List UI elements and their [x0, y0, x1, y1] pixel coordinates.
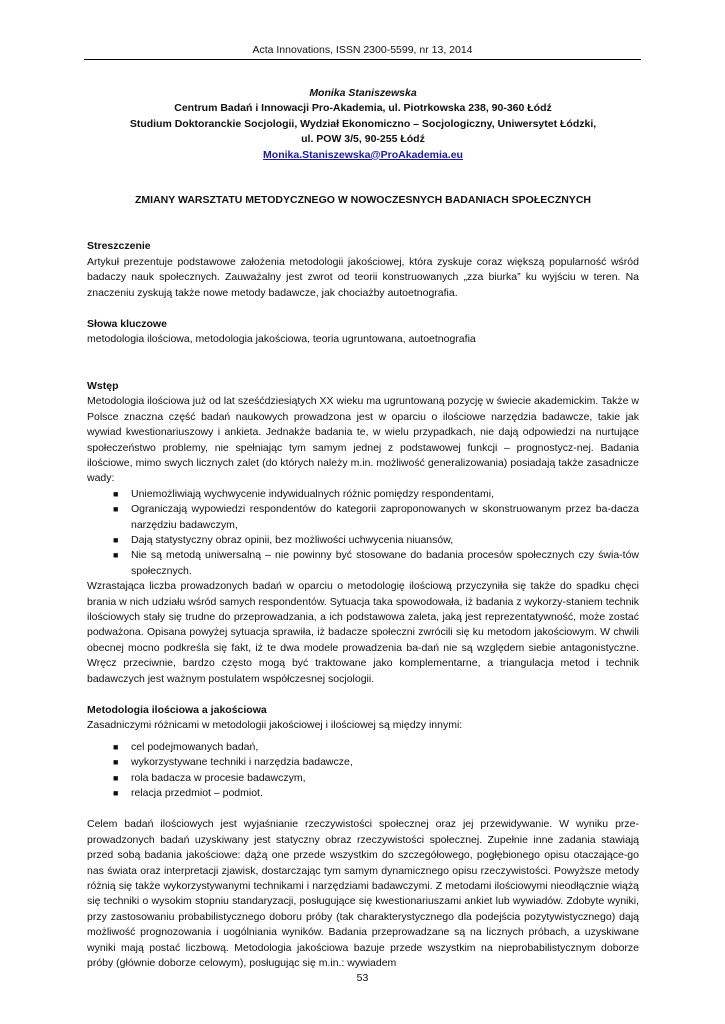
list-item: ■ cel podejmowanych badań,	[87, 740, 639, 755]
bullet-icon: ■	[113, 757, 119, 768]
list-item: ■ relacja przedmiot – podmiot.	[87, 786, 639, 801]
author-email-link[interactable]: Monika.Staniszewska@ProAkademia.eu	[263, 148, 463, 161]
list-item: ■ Nie są metodą uniwersalną – nie powinny być stosowane do badania procesów społecznych czy świa-tów społecznych.	[113, 549, 639, 577]
article-title: ZMIANY WARSZTATU METODYCZNEGO W NOWOCZESNYCH BADANIACH SPOŁECZNYCH	[135, 194, 591, 207]
affiliation-2-address: ul. POW 3/5, 90-255 Łódź	[301, 133, 425, 146]
bullet-icon: ■	[113, 788, 119, 799]
page-number: 53	[356, 972, 369, 984]
bullet-icon: ■	[113, 772, 119, 783]
list-item: ■ rola badacza w procesie badawczym,	[87, 771, 639, 786]
bullet-icon: ■	[113, 534, 119, 545]
abstract-heading: Streszczenie	[87, 240, 151, 253]
bullet-icon: ■	[113, 550, 119, 561]
header-rule	[84, 59, 641, 60]
intro-heading: Wstęp	[87, 379, 119, 392]
list-item: ■ wykorzystywane techniki i narzędzia badawcze,	[87, 755, 639, 770]
section2-heading: Metodologia ilościowa a jakościowa	[87, 704, 267, 716]
intro-paragraph-1: Metodologia ilościowa już od lat sześćdziesiątych XX wieku ma ugruntowaną pozycję w świecie akademickim. Także w Polsce znaczna część badań naukowych prowadzona jest w oparciu o ilościowe narzędzia badawcze, takie jak wywiad kwestionariuszowy i ankieta. Jednakże badania te, w wielu przypadkach, nie dają odpowiedzi na nurtujące społeczeństwo problemy, nie spełniając tym samym jednej z podstawowej funkcji – prognostycz-nej. Badania ilościowe, mimo swych licznych zalet (do których należy m.in. możliwość generalizowania) posiadają także zasadnicze wady:	[87, 395, 639, 485]
section2-paragraph: Celem badań ilościowych jest wyjaśnianie rzeczywistości społecznej oraz jej przewidywanie. W wyniku prze-prowadzonych badań uzyskiwany jest statyczny obraz rzeczywistości społecznej. Zupełnie inne zadania stawiają przed sobą badania jakościowe: dążą one przede wszystkim do szczegółowego, pogłębionego opisu otaczające-go nas świata oraz interpretacji zjawisk, dostarczając tym samym dynamicznego opisu rzeczywistości. Powyższe metody różnią się także wykorzystywanymi technikami i narzędziami badawczymi. Z metodami ilościowymi nieodłącznie wiążą się techniki o wysokim stopniu standaryzacji, posługujące się kwestionariuszami ankiet lub wywiadów. Zdobyte wyniki, przy zastosowaniu probabilistycznego doboru próby (tak charakterystycznego dla podejścia pozytywistycznego) dają możliwość prognozowania i uogólniania wyników. Badania przeprowadzane są na licznych próbach, a uzyskiwane wyniki mają postać liczbową. Metodologia jakościowa bazuje przede wszystkim na nieprobabilistycznym doborze próby (głównie doborze celowym), posługując się m.in.: wywiadem	[87, 818, 639, 970]
section2-bullet-list	[87, 740, 639, 802]
abstract-text: Artykuł prezentuje podstawowe założenia metodologii jakościowej, która zyskuje coraz większą popularność wśród badaczy nauk społecznych. Zauważalny jest zwrot od teorii konstruowanych „zza biurka” ku wyjściu w teren. Na znaczeniu zyskują także nowe metody badawcze, jak chociażby autoetnografia.	[87, 255, 639, 299]
affiliation-1: Centrum Badań i Innowacji Pro-Akademia, ul. Piotrkowska 238, 90-360 Łódź	[174, 102, 552, 115]
bullet-icon: ■	[113, 488, 119, 499]
author-name: Monika Staniszewska	[309, 87, 417, 99]
affiliation-2: Studium Doktoranckie Socjologii, Wydział Ekonomiczno – Socjologiczny, Uniwersytet Łódzki,	[129, 117, 597, 130]
bullet-icon: ■	[113, 741, 119, 752]
list-item: ■ Uniemożliwiają wychwycenie indywidualnych różnic pomiędzy respondentami,	[87, 487, 639, 502]
intro-bullet-list	[87, 487, 639, 579]
keywords-text: metodologia ilościowa, metodologia jakościowa, teoria ugruntowana, autoetnografia	[87, 333, 476, 346]
list-item: ■ Ograniczają wypowiedzi respondentów do kategorii zaproponowanych w skonstruowanym przez ba-dacza narzędziu badawczym,	[113, 503, 639, 531]
author-block	[87, 86, 639, 163]
running-header: Acta Innovations, ISSN 2300-5599, nr 13, 2014	[252, 44, 473, 56]
list-item: ■ Dają statystyczny obraz opinii, bez możliwości uchwycenia niuansów,	[87, 533, 639, 548]
article-body	[87, 86, 639, 972]
section2-intro: Zasadniczymi różnicami w metodologii jakościowej i ilościowej są między innymi:	[87, 719, 463, 732]
keywords-heading: Słowa kluczowe	[87, 318, 167, 331]
intro-paragraph-2: Wzrastająca liczba prowadzonych badań w oparciu o metodologię ilościową przyczyniła się także do spadku chęci brania w nich udziału wśród samych respondentów. Sytuacja taka spowodowała, iż badania z wykorzy-staniem technik ilościowych stały się trudne do przeprowadzania, a ich podstawowa zaleta, jaką jest reprezentatywność, może zostać podważona. Opisana powyżej sytuacja sprawiła, iż badacze społeczni zwrócili się ku metodom jakościowym. W chwili obecnej mocno podkreśla się fakt, iż te dwa modele prowadzenia ba-dań nie są względem siebie antagonistyczne. Wręcz przeciwnie, bardzo często mogą być traktowane jako komplementarne, a triangulacja metod i technik badawczych jest ważnym postulatem współczesnej socjologii.	[87, 580, 639, 685]
bullet-icon: ■	[113, 504, 119, 515]
